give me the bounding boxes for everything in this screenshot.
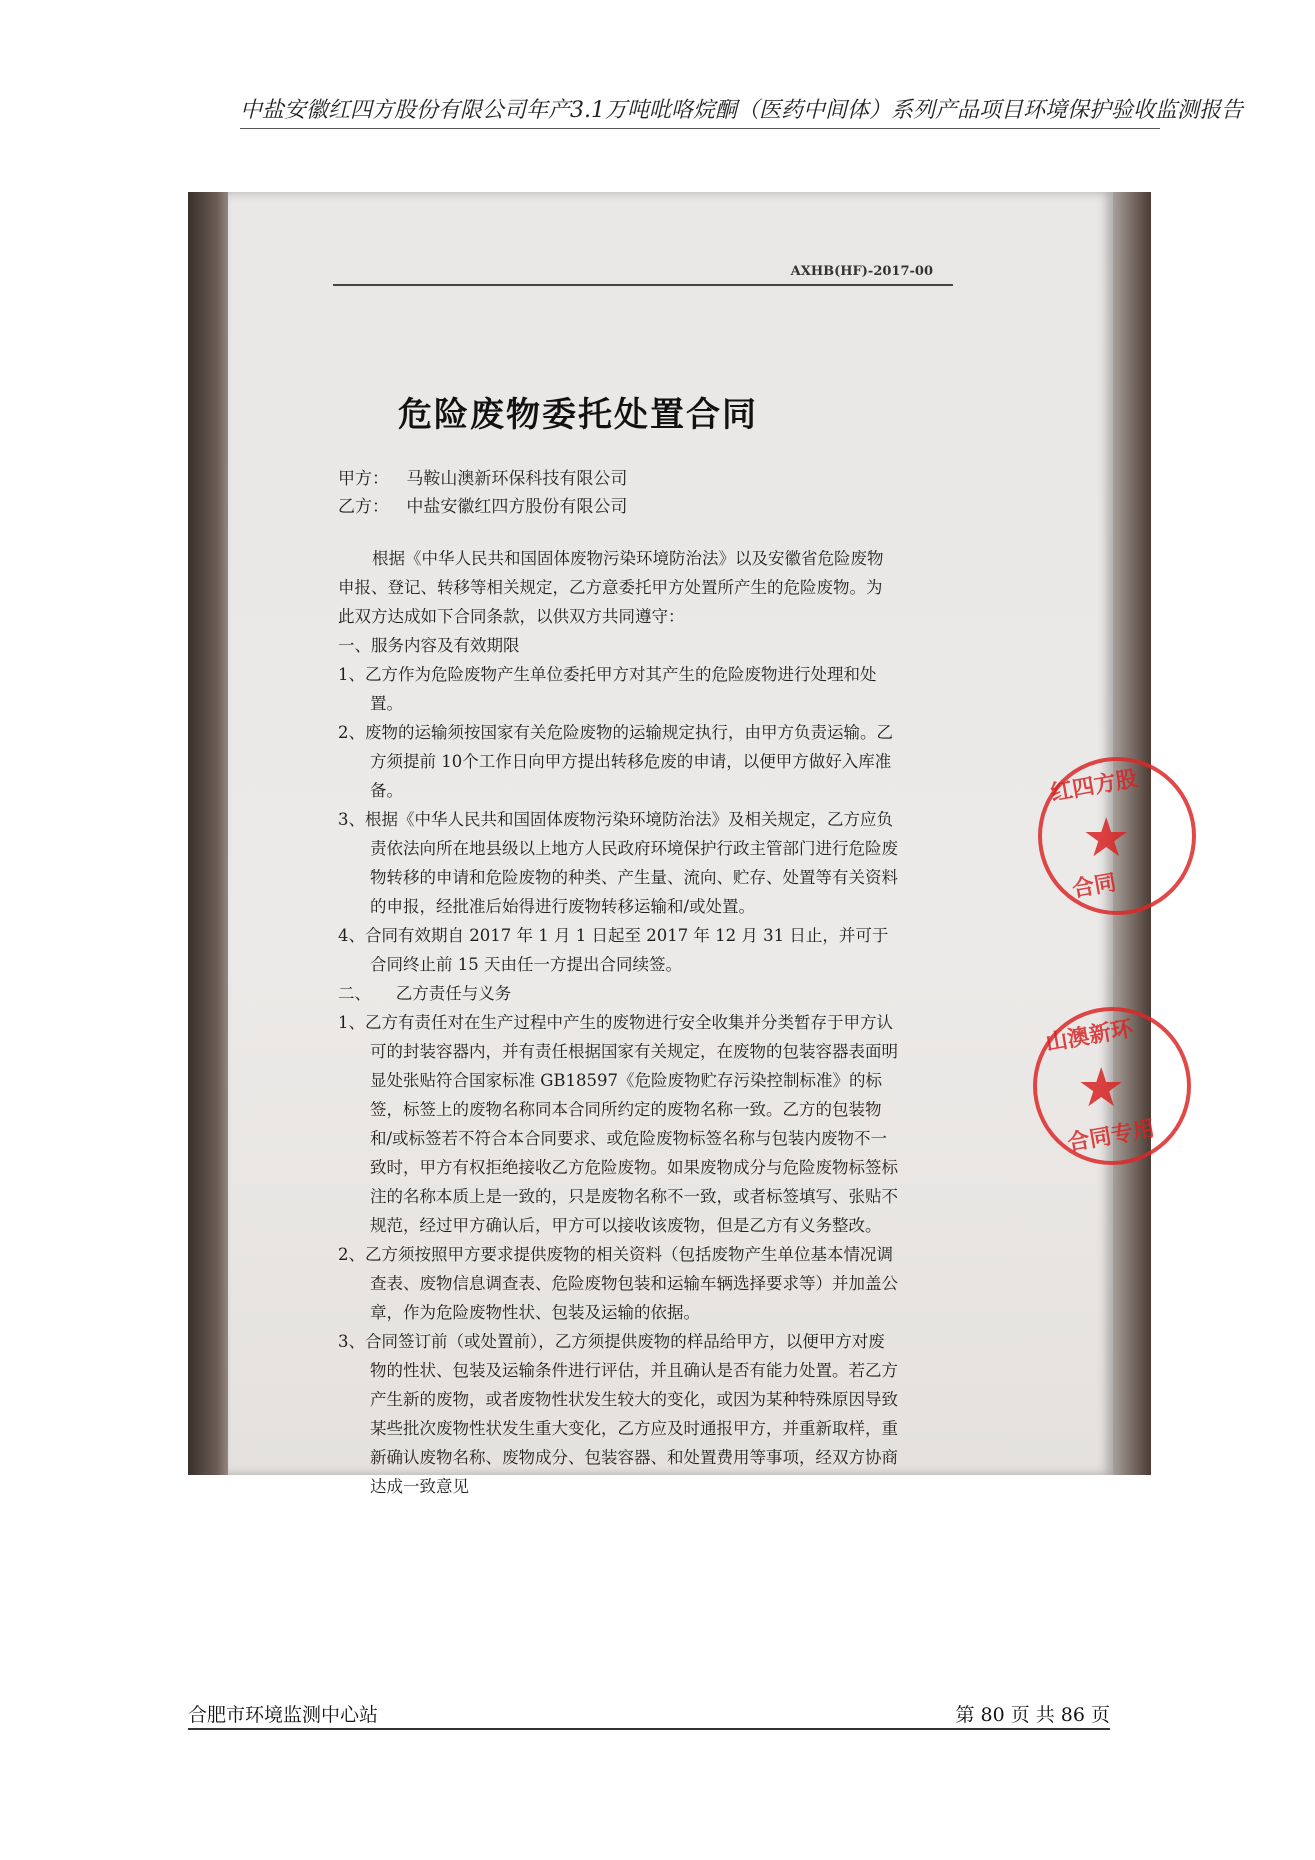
party-a-label: 甲方： xyxy=(338,469,389,489)
s2-item-1: 1、乙方有责任对在生产过程中产生的废物进行安全收集并分类暂存于甲方认可的封装容器内，并有责任根据国家有关规定，在废物的包装容器表面明显处张贴符合国家标准 GB18597《危险废物贮存污染控制标准》的标签，标签上的废物名称同本合同所约定的废物名称一致。乙方的包装物和/或标签若不符合本合同要求、或危险废物标签名称与包装内废物不一致时，甲方有权拒绝接收乙方危险废物。如果废物成分与危险废物标签标注的名称本质上是一致的，只是废物名称不一致，或者标签填写、张贴不规范，经过甲方确认后，甲方可以接收该废物，但是乙方有义务整改。 xyxy=(338,1013,898,1235)
seal-star-icon: ★ xyxy=(1077,1056,1126,1119)
header-rule xyxy=(333,284,953,286)
section-2-title: 二、 乙方责任与义务 xyxy=(338,984,512,1003)
contract-body xyxy=(338,544,898,1501)
s1-item-1: 1、乙方作为危险废物产生单位委托甲方对其产生的危险废物进行处理和处置。 xyxy=(338,665,877,713)
s1-item-4: 4、合同有效期自 2017 年 1 月 1 日起至 2017 年 12 月 31 日止，并可于合同终止前 15 天由任一方提出合同续签。 xyxy=(338,926,889,974)
company-seal-lower xyxy=(1033,1007,1191,1165)
seal-star-icon: ★ xyxy=(1082,806,1131,869)
preamble: 根据《中华人民共和国固体废物污染环境防治法》以及安徽省危险废物申报、登记、转移等相关规定，乙方意委托甲方处置所产生的危险废物。为此双方达成如下合同条款，以供双方共同遵守： xyxy=(338,549,884,626)
report-header: 中盐安徽红四方股份有限公司年产3.1万吨吡咯烷酮（医药中间体）系列产品项目环境保护验收监测报告 xyxy=(240,93,1160,129)
contract-code: AXHB(HF)-2017-00 xyxy=(790,264,933,279)
company-seal-upper xyxy=(1038,757,1196,915)
seal-lower-text-bottom: 合同专用 xyxy=(1065,1116,1157,1157)
footer-page-number: 第 80 页 共 86 页 xyxy=(955,1704,1110,1726)
contract-sheet xyxy=(228,192,1113,1496)
party-b-label: 乙方： xyxy=(338,497,389,517)
party-a xyxy=(338,464,627,489)
s1-item-2: 2、废物的运输须按国家有关危险废物的运输规定执行，由甲方负责运输。乙方须提前 10个工作日向甲方提出转移危废的申请，以便甲方做好入库准备。 xyxy=(338,723,893,800)
seal-lower-text-top: 山澳新环 xyxy=(1043,1016,1135,1057)
page-footer xyxy=(188,1700,1110,1730)
contract-photo xyxy=(188,192,1157,1496)
footer-org: 合肥市环境监测中心站 xyxy=(188,1704,379,1726)
contract-title: 危险废物委托处置合同 xyxy=(398,395,758,435)
s1-item-3: 3、根据《中华人民共和国固体废物污染环境防治法》及相关规定，乙方应负责依法向所在地县级以上地方人民政府环境保护行政主管部门进行危险废物转移的申请和危险废物的种类、产生量、流向、贮存、处置等有关资料的申报，经批准后始得进行废物转移运输和/或处置。 xyxy=(338,810,898,916)
party-b xyxy=(338,492,627,517)
section-1-title: 一、服务内容及有效期限 xyxy=(338,636,520,655)
s2-item-2: 2、乙方须按照甲方要求提供废物的相关资料（包括废物产生单位基本情况调查表、废物信息调查表、危险废物包装和运输车辆选择要求等）并加盖公章，作为危险废物性状、包装及运输的依据。 xyxy=(338,1245,898,1322)
seal-upper-text-bottom: 合同 xyxy=(1070,870,1119,903)
party-a-name: 马鞍山澳新环保科技有限公司 xyxy=(406,469,628,489)
s2-item-3: 3、合同签订前（或处置前），乙方须提供废物的样品给甲方，以便甲方对废物的性状、包装及运输条件进行评估，并且确认是否有能力处置。若乙方产生新的废物，或者废物性状发生较大的变化，或因为某种特殊原因导致某些批次废物性状发生重大变化，乙方应及时通报甲方，并重新取样，重新确认废物名称、废物成分、包装容器、和处置费用等事项，经双方协商达成一致意见 xyxy=(338,1332,898,1496)
party-b-name: 中盐安徽红四方股份有限公司 xyxy=(406,497,628,517)
seal-upper-text-top: 红四方股 xyxy=(1048,766,1140,807)
